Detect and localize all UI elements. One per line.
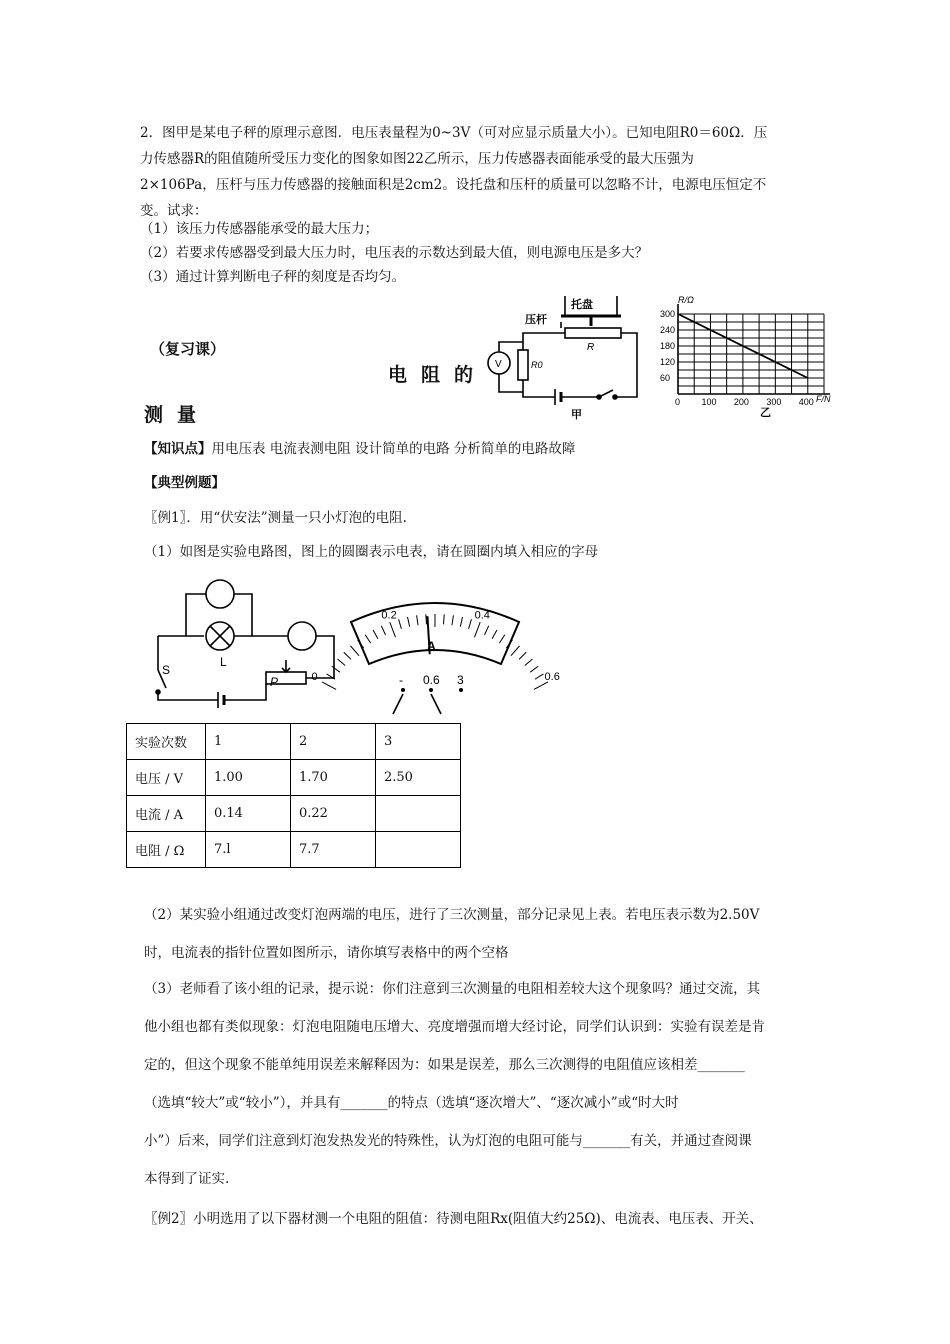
table-cell: 2.50 — [376, 760, 461, 796]
dial-scale-label: 0.6 — [544, 671, 560, 684]
terminal-3: 3 — [457, 673, 464, 687]
table-cell: 实验次数 — [127, 724, 206, 760]
lamp-label: L — [220, 655, 227, 669]
ammeter-unit: A — [427, 639, 436, 653]
lesson-title-part1: 电阻的 — [388, 364, 488, 386]
voltmeter-label: V — [495, 359, 502, 370]
table-cell: 1.00 — [206, 760, 291, 796]
table-cell: 电压 / V — [127, 760, 206, 796]
scale-circuit-figure — [485, 292, 645, 420]
sensor-resistor — [565, 328, 621, 338]
problem2-line4: 变。试求： — [140, 203, 208, 219]
problem2-question-3: （3）通过计算判断电子秤的刻度是否均匀。 — [140, 269, 406, 285]
chart-x-tick-label: 400 — [798, 397, 814, 407]
table-row — [127, 832, 461, 868]
table-cell: 1.70 — [291, 760, 376, 796]
table-row — [127, 796, 461, 832]
table-cell: 0.22 — [291, 796, 376, 832]
measurement-table — [126, 723, 461, 868]
chart-y-tick-label: 300 — [660, 309, 676, 319]
table-cell: 7.l — [206, 832, 291, 868]
example1-intro: 〖例1〗．用“伏安法”测量一只小灯泡的电阻. — [144, 510, 407, 526]
example1-question-1: （1）如图是实验电路图，图上的圆圈表示电表，请在圆圈内填入相应的字母 — [144, 544, 599, 560]
problem2-line3: 2×106Pa，压杆与压力传感器的接触面积是2cm2。设托盘和压杆的质量可以忽略不计，电源电压恒定不 — [140, 177, 767, 193]
dial-scale-label: 0.4 — [474, 609, 490, 622]
example1-question-3-line1: （3）老师看了该小组的记录，提示说：你们注意到三次测量的电阻相差较大这个现象吗？通过交流，其 — [144, 981, 761, 997]
tray-label: 托盘 — [571, 299, 593, 311]
example1-question-2-line1: （2）某实验小组通过改变灯泡两端的电压，进行了三次测量，部分记录见上表。若电压表示数为2.50V — [144, 907, 760, 923]
knowledge-points — [144, 436, 575, 462]
lamp-circuit-diagram — [138, 574, 343, 724]
chart-x-tick-label: 0 — [675, 397, 681, 407]
dial-tick — [350, 646, 359, 656]
dial-tick — [519, 652, 526, 659]
r0-resistor — [518, 350, 528, 380]
terminal-0.6: 0.6 — [423, 673, 440, 687]
knowledge-label: 【知识点】 — [144, 441, 212, 457]
sensor-label: R — [587, 342, 595, 353]
rod-label: 压杆 — [525, 314, 547, 326]
dial-tick — [344, 652, 351, 659]
chart-y-tick-label: 120 — [660, 357, 676, 367]
chart-x-tick-label: 300 — [766, 397, 782, 407]
table-cell: 7.7 — [291, 832, 376, 868]
problem2-question-2: （2）若要求传感器受到最大压力时，电压表的示数达到最大值，则电源电压是多大？ — [140, 245, 649, 261]
example1-question-3-line5: 小”）后来，同学们注意到灯泡发热发光的特殊性，认为灯泡的电阻可能与_______有关，并通过查阅课 — [144, 1133, 752, 1149]
table-row — [127, 724, 461, 760]
table-cell: 3 — [376, 724, 461, 760]
dial-face — [351, 603, 519, 664]
dial-tick — [535, 674, 543, 679]
dial-scale-label: 0.2 — [381, 609, 397, 622]
meter-circle-right — [288, 622, 316, 650]
table-cell: 电流 / A — [127, 796, 206, 832]
problem2-question-1: （1）该压力传感器能承受的最大压力； — [140, 221, 379, 237]
dial-tick — [525, 659, 533, 665]
problem2-line1: 2．图甲是某电子秤的原理示意图．电压表量程为0~3V（可对应显示质量大小）。已知电阻R0＝60Ω．压 — [140, 125, 768, 141]
chart-x-tick-label: 100 — [701, 397, 717, 407]
r0-label: R0 — [531, 360, 543, 370]
table-cell: 2 — [291, 724, 376, 760]
terminal-negative: - — [399, 673, 403, 687]
resistance-force-chart — [648, 292, 836, 420]
problem2-line2: 力传感器R的阻值随所受压力变化的图象如图22乙所示，压力传感器表面能承受的最大压强为 — [140, 151, 694, 167]
switch-label: S — [162, 663, 171, 677]
chart-y-tick-label: 60 — [660, 373, 671, 383]
dial-scale-label: 0 — [311, 671, 318, 684]
chart-y-tick-label: 180 — [660, 341, 676, 351]
knowledge-text: 用电压表 电流表测电阻 设计简单的电路 分析简单的电路故障 — [211, 441, 576, 457]
lesson-title-part2: 测量 — [144, 404, 211, 426]
chart-x-tick-label: 200 — [733, 397, 749, 407]
slider-label: P — [270, 675, 279, 689]
table-cell: 电阻 / Ω — [127, 832, 206, 868]
table-cell — [376, 796, 461, 832]
chart-y-axis-label: R/Ω — [678, 295, 694, 305]
examples-heading: 【典型例题】 — [144, 475, 225, 491]
example1-question-3-line2: 他小组也都有类似现象：灯泡电阻随电压增大、亮度增强而增大经讨论，同学们认识到：实验有误差是肯 — [144, 1019, 765, 1035]
ammeter-dial — [311, 592, 560, 722]
dial-tick — [530, 666, 538, 672]
example1-question-3-line4: （选填“较大”或“较小”），并具有_______的特点（选填“逐次增大”、“逐次减小”或“时大时 — [144, 1095, 679, 1111]
table-cell — [376, 832, 461, 868]
review-label: （复习课） — [150, 340, 226, 358]
dial-tick — [534, 682, 548, 690]
example1-question-3-line6: 本得到了证实. — [144, 1171, 230, 1187]
table-row — [127, 760, 461, 796]
example1-question-3-line3: 定的，但这个现象不能单纯用误差来解释因为：如果是误差，那么三次测得的电阻值应该相差_______ — [144, 1057, 745, 1073]
chart-x-axis-label: F/N — [816, 394, 831, 404]
table-cell: 1 — [206, 724, 291, 760]
dial-tick — [511, 646, 520, 656]
chart-y-tick-label: 240 — [660, 325, 676, 335]
meter-circle-top — [206, 580, 234, 608]
figure-yi-caption: 乙 — [760, 407, 771, 419]
example1-question-2-line2: 时，电流表的指针位置如图所示，请你填写表格中的两个空格 — [144, 945, 509, 961]
figure-jia-caption: 甲 — [571, 409, 582, 421]
example2-intro: 〖例2〗小明选用了以下器材测一个电阻的阻值：待测电阻Rx(阻值大约25Ω)、电流表、电压表、开关、 — [144, 1211, 763, 1227]
table-cell: 0.14 — [206, 796, 291, 832]
